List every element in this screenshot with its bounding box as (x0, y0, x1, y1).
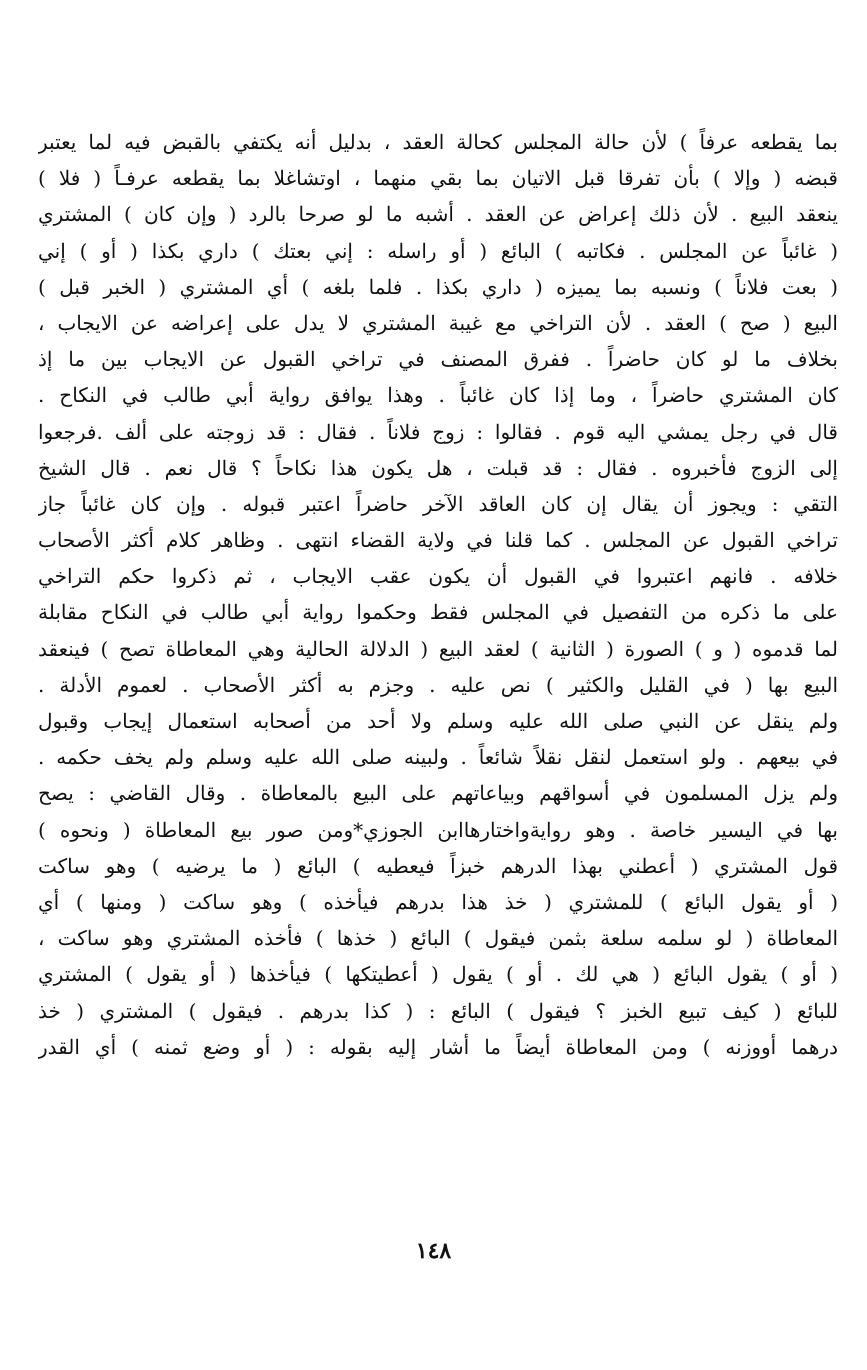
text-line: كان المشتري حاضراً ، وما إذا كان غائباً . وهذا يوافق رواية أبي طالب في النكاح . (38, 383, 838, 408)
text-line: قبضه ( وإلا ) بأن تفرقا قبل الاتيان بما بقي منهما ، اوتشاغلا بما يقطعه عرفـاً ( فلا ) (38, 166, 838, 191)
text-line: ولم ينقل عن النبي صلى الله عليه وسلم ولا أحد من أصحابه استعمال إيجاب وقبول (38, 709, 838, 733)
text-line: لما قدموه ( و ) الصورة ( الثانية ) لعقد البيع ( الدلالة الحالية وهي المعاطاة تصح ) فينعقد (38, 636, 838, 661)
text-line: في بيعهم . ولو استعمل لنقل نقلاً شائعاً . ولبينه صلى الله عليه وسلم ولم يخف حكمه . (38, 745, 838, 770)
text-line: درهما أووزنه ) ومن المعاطاة أيضاً ما أشار إليه بقوله : ( أو وضع ثمنه ) أي القدر (38, 1034, 838, 1059)
text-line: ( بعت فلاناً ) ونسبه بما يميزه ( داري بكذا . فلما بلغه ) أي المشتري ( الخبر قبل ) (38, 274, 838, 299)
text-line: ( أو ) يقول البائع ( هي لك . أو ) يقول ( أعطيتكها ) فيأخذها ( أو يقول ) المشتري (38, 962, 838, 987)
text-line: خلافه . فانهم اعتبروا في القبول أن يكون عقب الايجاب ، ثم ذكروا حكم التراخي (38, 564, 838, 589)
text-line: بها في اليسير خاصة . وهو روايةواختارهاابن الجوزي*ومن صور بيع المعاطاة ( ونحوه ) (38, 817, 838, 842)
text-line: ولم يزل المسلمون في أسواقهم وبياعاتهم على البيع بالمعاطاة . وقال القاضي : يصح (38, 781, 838, 806)
body-text (38, 124, 838, 1065)
text-line: المعاطاة ( لو سلمه سلعة بثمن فيقول ) البائع ( خذها ) فأخذه المشتري وهو ساكت ، (38, 926, 838, 951)
text-line: قال في رجل يمشي اليه قوم . فقالوا : زوج فلاناً . فقال : قد زوجته على ألف .فرجعوا (38, 419, 838, 444)
text-line: على ما ذكره من التفصيل في المجلس فقط وحكموا رواية أبي طالب في النكاح مقابلة (38, 600, 838, 625)
text-line: إلى الزوج فأخبروه . فقال : قد قبلت ، هل يكون هذا نكاحاً ؟ قال نعم . قال الشيخ (38, 455, 838, 480)
page-number: ١٤٨ (415, 1238, 452, 1264)
text-line: تراخي القبول عن المجلس . كما قلنا في ولاية القضاء انتهى . وظاهر كلام أكثر الأصحاب (38, 528, 838, 553)
text-line: بخلاف ما لو كان حاضراً . ففرق المصنف في تراخي القبول عن الايجاب بين ما إذ (38, 347, 838, 372)
text-line: ينعقد البيع . لأن ذلك إعراض عن العقد . أشبه ما لو صرحا بالرد ( وإن كان ) المشتري (38, 202, 838, 227)
text-line: ( غائباً عن المجلس . فكاتبه ) البائع ( أو راسله : إني بعتك ) داري بكذا ( أو ) إني (38, 238, 838, 263)
text-line: قول المشتري ( أعطني بهذا الدرهم خبزاً فيعطيه ) البائع ( ما يرضيه ) وهو ساكت (38, 853, 838, 878)
text-line: بما يقطعه عرفاً ) لأن حالة المجلس كحالة العقد ، بدليل أنه يكتفي بالقبض فيه لما يعتبر (38, 130, 838, 154)
text-line: للبائع ( كيف تبيع الخبز ؟ فيقول ) البائع : ( كذا بدرهم . فيقول ) المشتري ( خذ (38, 998, 838, 1023)
text-line: التقي : ويجوز أن يقال إن كان العاقد الآخر حاضراً اعتبر قبوله . وإن كان غائباً جاز (38, 491, 838, 516)
text-line: البيع ( صح ) العقد . لأن التراخي مع غيبة المشتري لا يدل على إعراضه عن الايجاب ، (38, 310, 838, 335)
text-line: ( أو يقول البائع ) للمشتري ( خذ هذا بدرهم فيأخذه ) وهو ساكت ( ومنها ) أي (38, 889, 838, 914)
text-line: البيع بها ( في القليل والكثير ) نص عليه . وجزم به أكثر الأصحاب . لعموم الأدلة . (38, 672, 838, 697)
